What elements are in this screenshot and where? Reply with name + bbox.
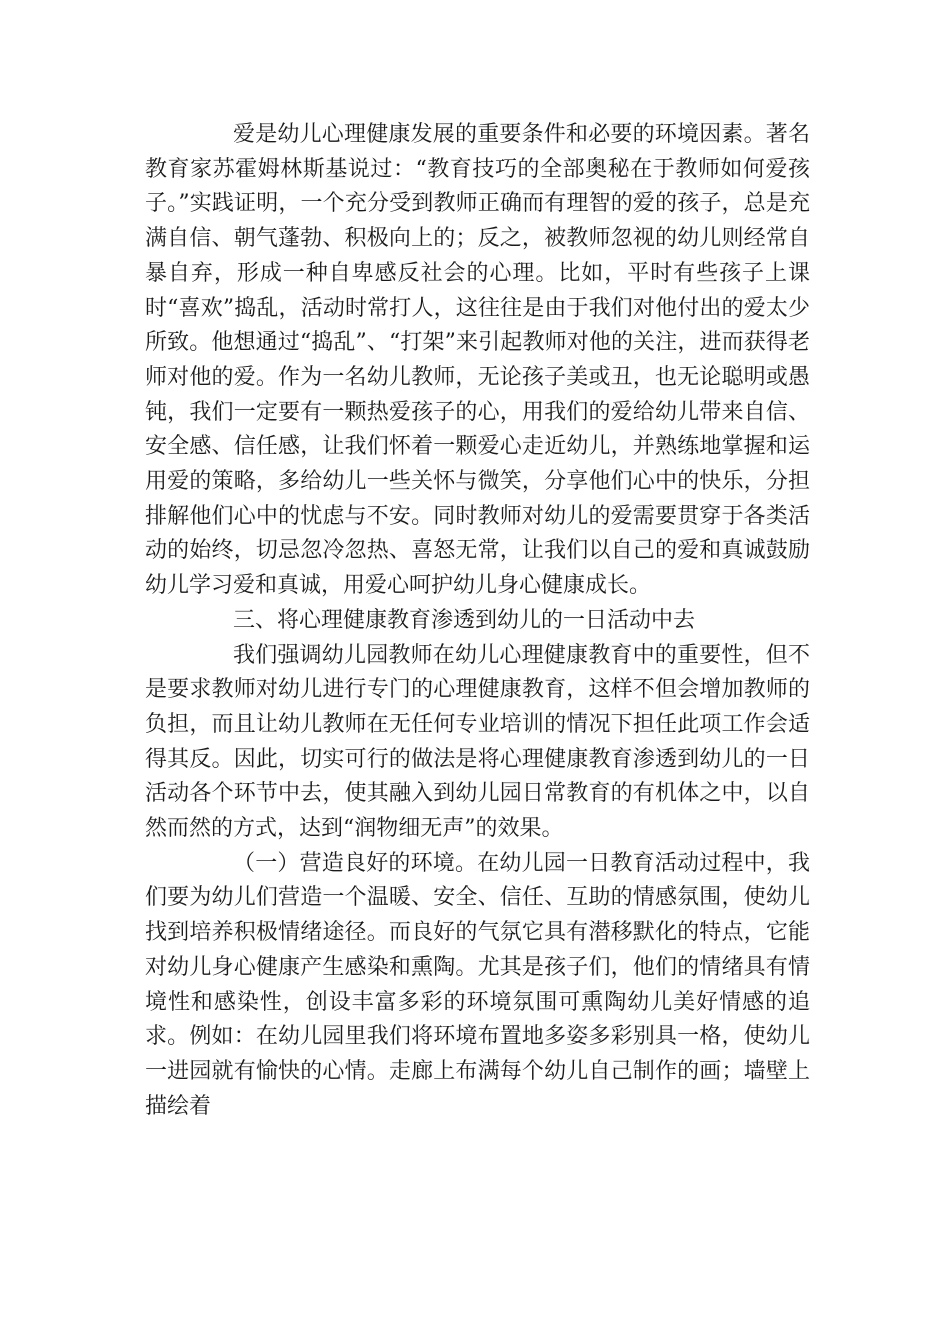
paragraph-love-importance: 爱是幼儿心理健康发展的重要条件和必要的环境因素。著名教育家苏霍姆林斯基说过：“教育技巧的全部奥秘在于教师如何爱孩子。”实践证明，一个充分受到教师正确而有理智的爱的孩子，总是充满自信、朝气蓬勃、积极向上的；反之，被教师忽视的幼儿则经常自暴自弃，形成一种自卑感反社会的心理。比如，平时有些孩子上课时“喜欢”捣乱，活动时常打人，这往往是由于我们对他付出的爱太少所致。他想通过“捣乱”、“打架”来引起教师对他的关注，进而获得老师对他的爱。作为一名幼儿教师，无论孩子美或丑，也无论聪明或愚钝，我们一定要有一颗热爱孩子的心，用我们的爱给幼儿带来自信、安全感、信任感，让我们怀着一颗爱心走近幼儿，并熟练地掌握和运用爱的策略，多给幼儿一些关怀与微笑，分享他们心中的快乐，分担排解他们心中的忧虑与不安。同时教师对幼儿的爱需要贯穿于各类活动的始终，切忌忽冷忽热、喜怒无常，让我们以自己的爱和真诚鼓励幼儿学习爱和真诚，用爱心呵护幼儿身心健康成长。 (145, 122, 810, 599)
paragraph-integration: 我们强调幼儿园教师在幼儿心理健康教育中的重要性，但不是要求教师对幼儿进行专门的心理健康教育，这样不但会增加教师的负担，而且让幼儿教师在无任何专业培训的情况下担任此项工作会适得其反。因此，切实可行的做法是将心理健康教育渗透到幼儿的一日活动各个环节中去，使其融入到幼儿园日常教育的有机体之中，以自然而然的方式，达到“润物细无声”的效果。 (145, 642, 810, 842)
document-body (145, 118, 810, 1124)
section-heading-three: 三、将心理健康教育渗透到幼儿的一日活动中去 (233, 607, 696, 633)
paragraph-environment: （一）营造良好的环境。在幼儿园一日教育活动过程中，我们要为幼儿们营造一个温暖、安全、信任、互助的情感氛围，使幼儿找到培养积极情绪途径。而良好的气氛它具有潜移默化的特点，它能对幼儿身心健康产生感染和熏陶。尤其是孩子们，他们的情绪具有情境性和感染性，创设丰富多彩的环境氛围可熏陶幼儿美好情感的追求。例如：在幼儿园里我们将环境布置地多姿多彩别具一格，使幼儿一进园就有愉快的心情。走廊上布满每个幼儿自己制作的画；墙壁上描绘着 (145, 850, 810, 1119)
